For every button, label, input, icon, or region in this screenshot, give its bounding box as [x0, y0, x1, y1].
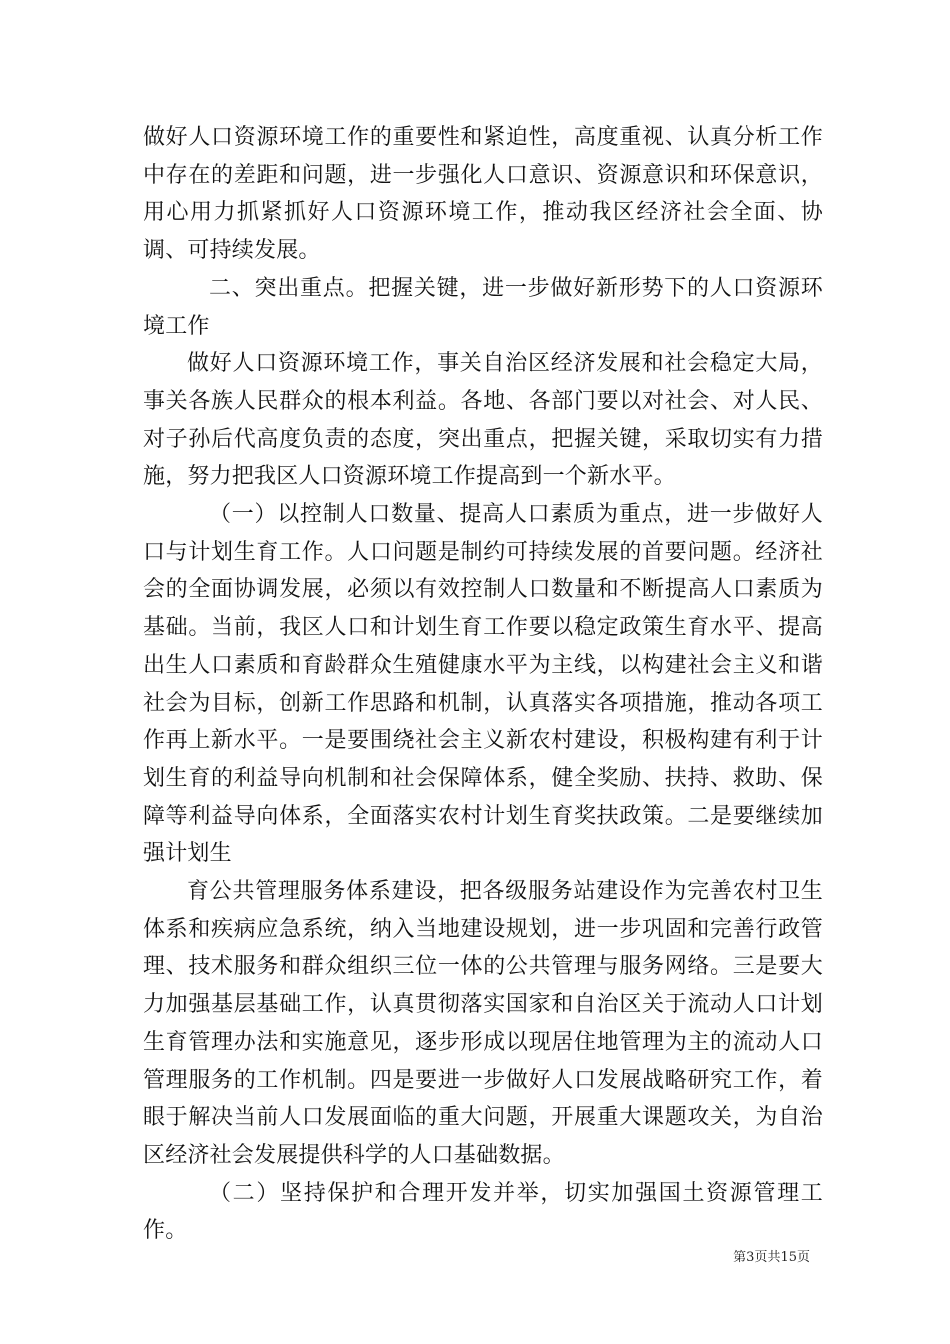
paragraph: 做好人口资源环境工作，事关自治区经济发展和社会稳定大局，事关各族人民群众的根本利益。各地、各部门要以对社会、对人民、对子孙后代高度负责的态度，突出重点，把握关键，采取切实有力措施，努力把我区人口资源环境工作提高到一个新水平。	[143, 351, 823, 490]
paragraph: 育公共管理服务体系建设，把各级服务站建设作为完善农村卫生体系和疾病应急系统，纳入当地建设规划，进一步巩固和完善行政管理、技术服务和群众组织三位一体的公共管理与服务网络。三是要大力加强基层基础工作，认真贯彻落实国家和自治区关于流动人口计划生育管理办法和实施意见，逐步形成以现居住地管理为主的流动人口管理服务的工作机制。四是要进一步做好人口发展战略研究工作，着眼于解决当前人口发展面临的重大问题，开展重大课题攻关，为自治区经济社会发展提供科学的人口基础数据。	[143, 879, 823, 1168]
section-heading: 二、突出重点。把握关键，进一步做好新形势下的人口资源环境工作	[143, 275, 823, 339]
subsection-paragraph: （二）坚持保护和合理开发并举，切实加强国土资源管理工作。	[143, 1180, 823, 1244]
document-body	[143, 119, 823, 1250]
page-number-footer: 第3页共15页	[733, 1250, 810, 1265]
paragraph-continuation: 做好人口资源环境工作的重要性和紧迫性，高度重视、认真分析工作中存在的差距和问题，进一步强化人口意识、资源意识和环保意识，用心用力抓紧抓好人口资源环境工作，推动我区经济社会全面、协调、可持续发展。	[143, 125, 823, 264]
subsection-paragraph: （一）以控制人口数量、提高人口素质为重点，进一步做好人口与计划生育工作。人口问题是制约可持续发展的首要问题。经济社会的全面协调发展，必须以有效控制人口数量和不断提高人口素质为基础。当前，我区人口和计划生育工作要以稳定政策生育水平、提高出生人口素质和育龄群众生殖健康水平为主线，以构建社会主义和谐社会为目标，创新工作思路和机制，认真落实各项措施，推动各项工作再上新水平。一是要围绕社会主义新农村建设，积极构建有利于计划生育的利益导向机制和社会保障体系，健全奖励、扶持、救助、保障等利益导向体系，全面落实农村计划生育奖扶政策。二是要继续加强计划生	[143, 502, 823, 867]
